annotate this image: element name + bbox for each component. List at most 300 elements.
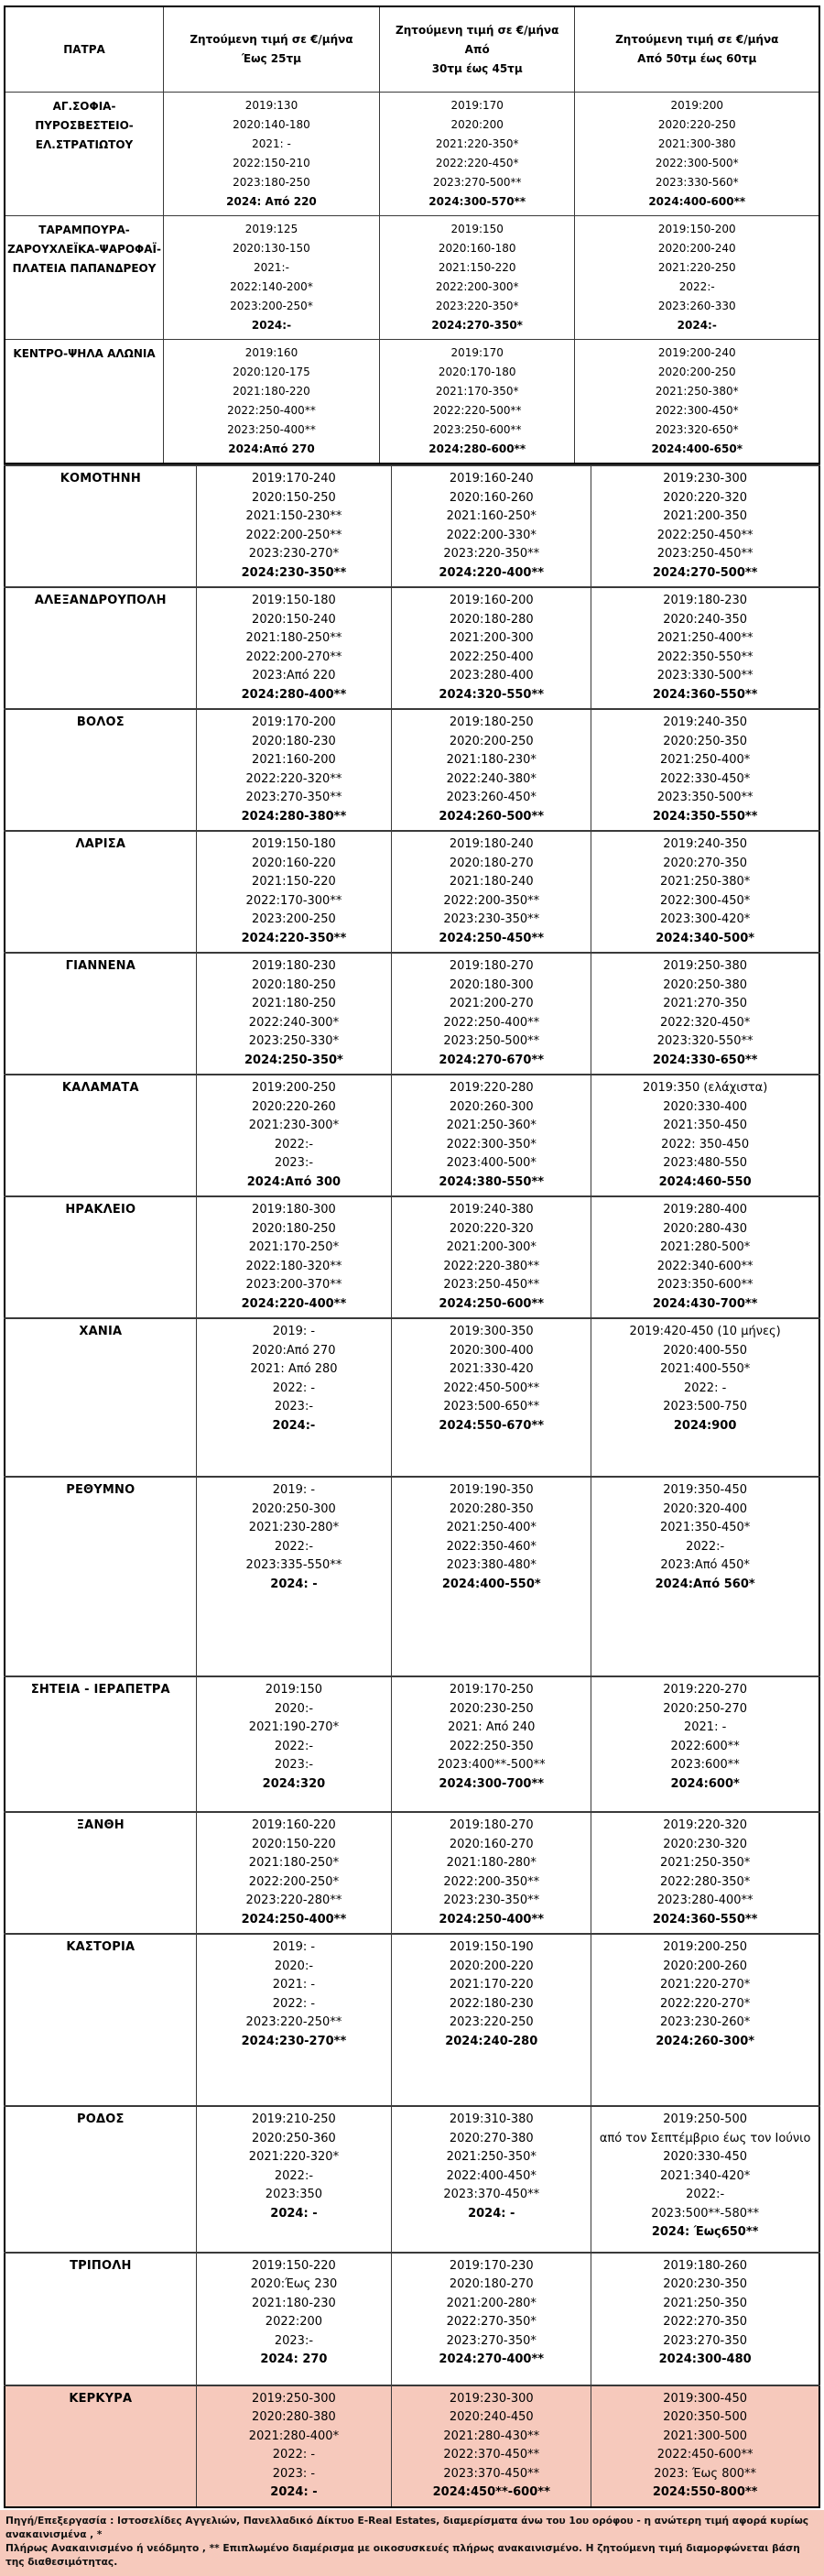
price-line: 2021:250-350*	[660, 1856, 751, 1870]
price-line: 2021:350-450	[663, 1119, 748, 1132]
price-line: 2020:200-240	[657, 242, 736, 255]
price-line: 2021:230-280*	[248, 1521, 340, 1534]
price-cell	[591, 1934, 819, 2106]
price-line: 2024: Έως650**	[651, 2225, 759, 2239]
price-line: 2019:150-200	[657, 223, 736, 235]
price-line: 2020:280-350	[449, 1501, 534, 1516]
price-line: 2024:250-350*	[244, 1053, 343, 1067]
price-line: 2024:430-700**	[652, 1296, 758, 1311]
price-line: 2022:450-500**	[443, 1381, 540, 1395]
price-line: 2020:160-180	[438, 242, 516, 255]
price-line: 2020:-	[274, 1701, 314, 1716]
price-line: 2021:160-200	[252, 753, 336, 767]
price-cell	[392, 1196, 591, 1318]
price-line: 2021:270-350	[663, 997, 748, 1010]
table-row	[5, 465, 819, 587]
price-line: 2023:335-550**	[245, 1558, 342, 1572]
city-label: ΞΑΝΘΗ	[5, 1812, 196, 1934]
column-header-25sqm: Ζητούμενη τιμή σε €/μήνα Έως 25τμ	[164, 6, 380, 93]
price-line: 2024:-	[272, 1418, 316, 1433]
price-cell	[591, 1676, 819, 1812]
price-line: 2022:150-210	[233, 157, 310, 169]
price-line: 2023:370-450**	[443, 2188, 540, 2201]
price-line: 2019:230-300	[449, 2391, 534, 2406]
price-cell	[392, 587, 591, 709]
price-line: 2023:-	[274, 1400, 314, 1414]
price-cell	[196, 1075, 392, 1196]
price-line: 2019:240-350	[663, 715, 748, 729]
table-row	[5, 1318, 819, 1477]
price-line: 2023:250-450**	[656, 547, 754, 561]
price-line: 2024:250-450**	[439, 931, 545, 945]
price-line: 2022:220-320**	[245, 771, 342, 786]
price-line: 2023:230-350**	[443, 912, 540, 926]
table-row	[5, 340, 819, 464]
price-line: 2021:340-420*	[660, 2168, 751, 2183]
price-line: 2020:200-220	[449, 1959, 534, 1973]
price-cell	[591, 1318, 819, 1477]
price-line: 2023:350-500**	[656, 791, 754, 804]
price-line: 2023:330-560*	[655, 176, 739, 189]
column-header-50-60sqm: Ζητούμενη τιμή σε €/μήνα Από 50τμ έως 60τμ	[575, 6, 819, 93]
price-line: 2020:Από 270	[252, 1343, 336, 1358]
price-line: 2024: 270	[260, 2352, 328, 2366]
price-line: 2020:160-270	[449, 1837, 534, 1851]
price-cell	[392, 1477, 591, 1676]
price-line: 2021: Από 240	[448, 1720, 536, 1734]
price-line: 2023:230-260*	[660, 2015, 751, 2029]
price-cell	[196, 2106, 392, 2253]
price-line: 2019:180-250	[449, 715, 534, 729]
price-cell	[164, 340, 380, 464]
price-line: 2023:Από 450*	[660, 1558, 750, 1572]
price-cell	[591, 2385, 819, 2507]
table-row	[5, 93, 819, 216]
price-line: 2023:330-500**	[656, 669, 754, 682]
price-line: 2022: -	[272, 1996, 316, 2011]
price-line: 2020:170-180	[438, 366, 516, 378]
price-line: 2022:250-400**	[443, 1015, 540, 1030]
price-line: 2021: -	[252, 137, 291, 150]
price-line: 2019:150-180	[252, 837, 336, 851]
price-line: 2022:300-500*	[655, 157, 739, 169]
table-row	[5, 216, 819, 340]
city-label: ΒΟΛΟΣ	[5, 709, 196, 831]
price-line: 2021:250-350*	[446, 2150, 537, 2164]
price-line: 2024:Από 560*	[655, 1577, 755, 1591]
price-line: 2019:150	[450, 223, 504, 235]
price-line: 2023:400-500*	[446, 1156, 537, 1170]
region-title: ΠΑΤΡΑ	[5, 6, 164, 93]
price-line: 2020:320-400	[663, 1501, 748, 1516]
price-cell	[196, 2385, 392, 2507]
price-line: 2021:330-420	[449, 1362, 534, 1376]
table-row	[5, 1075, 819, 1196]
price-line: 2019:180-300	[252, 1203, 336, 1217]
price-line: 2020:270-350	[663, 856, 748, 870]
price-line: 2019:170-240	[252, 472, 336, 486]
price-line: 2021:200-350	[663, 509, 748, 523]
price-line: 2024:220-350**	[241, 931, 347, 945]
price-line: 2022:-	[274, 1539, 314, 1554]
price-line: 2024:550-800**	[652, 2485, 758, 2499]
price-line: 2021:170-350*	[435, 385, 519, 398]
price-line: 2022:280-350*	[660, 1874, 751, 1889]
price-cell	[196, 465, 392, 587]
price-cell	[591, 831, 819, 953]
price-line: 2024:230-270**	[241, 2034, 347, 2048]
price-line: 2024:330-650**	[652, 1053, 758, 1067]
price-cell	[196, 953, 392, 1075]
price-line: 2020:330-400	[663, 1099, 748, 1114]
price-line: 2023:230-270*	[248, 547, 340, 561]
price-line: 2020:140-180	[233, 118, 310, 131]
city-label: ΚΟΜΟΤΗΝΗ	[5, 465, 196, 587]
table-row	[5, 831, 819, 953]
city-label: ΑΛΕΞΑΝΔΡΟΥΠΟΛΗ	[5, 587, 196, 709]
price-line: 2022:-	[274, 1137, 314, 1152]
price-line: 2021:180-250*	[248, 1856, 340, 1870]
price-line: 2022:240-300*	[248, 1015, 340, 1030]
price-line: 2021:300-380	[657, 137, 736, 150]
price-line: 2022:350-460*	[446, 1539, 537, 1554]
price-line: 2022: -	[683, 1381, 727, 1395]
source-note-line1: Πηγή/Επεξεργασία : Ιστοσελίδες Αγγελιών, Πανελλαδικό Δίκτυο E-Real Estates, διαμερίσματα άνω του 1ου ορόφου - η ανώτερη τιμή αφορά κυρίως ανακαινισμένα , *	[5, 2515, 809, 2540]
price-line: 2024:250-400**	[439, 1912, 545, 1927]
price-line: 2020:180-230	[252, 734, 336, 748]
price-line: 2023:300-420*	[660, 912, 751, 926]
price-line: 2022:250-450**	[656, 528, 754, 542]
price-line: 2024: -	[468, 2206, 515, 2221]
price-line: 2024: -	[270, 1577, 318, 1591]
price-line: 2023:280-400	[449, 669, 534, 682]
price-line: 2024:230-350**	[241, 565, 347, 580]
table-row	[5, 587, 819, 709]
price-line: 2023:250-600**	[432, 423, 522, 436]
price-line: 2019:240-380	[449, 1203, 534, 1217]
price-line: 2023:250-450**	[443, 1278, 540, 1292]
price-line: 2019:240-350	[663, 837, 748, 851]
price-line: 2022: -	[272, 2448, 316, 2461]
price-line: 2019:250-500	[663, 2112, 748, 2126]
price-line: 2023:250-400**	[227, 423, 316, 436]
price-line: 2022:250-350	[449, 1739, 534, 1753]
city-label: ΤΡΙΠΟΛΗ	[5, 2253, 196, 2385]
price-line: 2022:220-500**	[432, 404, 522, 417]
price-line: 2022:300-350*	[446, 1137, 537, 1152]
price-line: 2020:Έως 230	[250, 2277, 338, 2291]
price-line: 2020:230-250	[449, 1701, 534, 1716]
price-line: 2022:400-450*	[446, 2168, 537, 2183]
table-row	[5, 2253, 819, 2385]
price-line: 2021:-	[254, 261, 289, 274]
price-line: 2023:270-500**	[432, 176, 522, 189]
price-line: 2019: -	[272, 1325, 316, 1338]
price-line: 2022:320-450*	[660, 1015, 751, 1030]
price-cell	[575, 340, 819, 464]
table-row	[5, 953, 819, 1075]
price-line: 2024:320	[262, 1776, 326, 1791]
price-line: 2022:200-330*	[446, 528, 537, 542]
price-line: 2021:180-250**	[245, 631, 342, 645]
price-line: 2021:250-400**	[656, 631, 754, 645]
price-line: 2021:280-430**	[443, 2429, 540, 2443]
price-cell	[392, 1676, 591, 1812]
price-line: 2024:300-700**	[439, 1776, 545, 1791]
price-cell	[591, 1196, 819, 1318]
price-line: 2020:-	[274, 1959, 314, 1973]
price-line: 2022:170-300**	[245, 893, 342, 908]
price-line: 2022:180-230	[449, 1996, 534, 2011]
price-line: 2020:220-320	[663, 490, 748, 505]
price-line: 2023:500-750	[663, 1400, 748, 1414]
price-line: 2022:270-350*	[446, 2315, 537, 2329]
price-cell	[591, 1812, 819, 1934]
price-line: 2023:250-500**	[443, 1034, 540, 1048]
price-line: 2020:250-300	[252, 1501, 336, 1516]
price-line: 2020:150-250	[252, 490, 336, 505]
price-line: 2024:250-400**	[241, 1912, 347, 1927]
price-line: 2024:450**-600**	[432, 2485, 550, 2499]
price-cell	[392, 1075, 591, 1196]
price-line: 2022:200-270**	[245, 649, 342, 664]
price-line: 2022:240-380*	[446, 771, 537, 786]
price-line: 2019:150	[265, 1683, 323, 1697]
price-line: 2019:190-350	[449, 1483, 534, 1497]
price-line: 2023:380-480*	[446, 1558, 537, 1572]
price-line: 2019:420-450 (10 μήνες)	[629, 1325, 781, 1338]
price-cell	[164, 216, 380, 340]
price-line: 2024:240-280	[445, 2034, 538, 2048]
price-line: 2021:200-300	[449, 631, 534, 645]
price-line: 2023:500-650**	[443, 1400, 540, 1414]
price-line: 2020:200-260	[663, 1959, 748, 1973]
price-line: 2021:250-350	[663, 2296, 748, 2310]
price-line: 2023:500**-580**	[651, 2206, 760, 2221]
area-label: ΤΑΡΑΜΠΟΥΡΑ- ΖΑΡΟΥΧΛΕΪΚΑ-ΨΑΡΟΦΑΪ- ΠΛΑΤΕΙΑ ΠΑΠΑΝΔΡΕΟΥ	[5, 216, 164, 340]
price-line: 2019:300-450	[663, 2391, 748, 2406]
price-line: 2020:180-270	[449, 856, 534, 870]
city-label: ΣΗΤΕΙΑ - ΙΕΡΑΠΕΤΡΑ	[5, 1676, 196, 1812]
price-line: 2020:160-260	[449, 490, 534, 505]
price-line: 2021:170-250*	[248, 1240, 340, 1254]
price-line: 2021:400-550*	[660, 1362, 751, 1376]
area-label: ΚΕΝΤΡΟ-ΨΗΛΑ ΑΛΩΝΙΑ	[5, 340, 164, 464]
price-line: 2023: Έως 800**	[654, 2466, 757, 2481]
price-cell	[591, 587, 819, 709]
price-line: 2019:200-250	[663, 1940, 748, 1954]
header-row	[5, 6, 819, 93]
price-cell	[392, 1934, 591, 2106]
price-line: 2020:180-250	[252, 1221, 336, 1236]
table-row	[5, 1934, 819, 2106]
price-line: 2021:250-360*	[446, 1119, 537, 1132]
price-line: 2023:480-550	[663, 1156, 748, 1170]
price-line: 2020:180-250	[252, 977, 336, 992]
price-line: 2020:250-350	[663, 734, 748, 748]
price-line: 2020:240-350	[663, 612, 748, 627]
price-cell	[392, 831, 591, 953]
price-line: 2024:270-350*	[431, 319, 523, 332]
price-cell	[392, 709, 591, 831]
source-note	[0, 2510, 824, 2576]
table-row	[5, 2106, 819, 2253]
city-label: ΓΙΑΝΝΕΝΑ	[5, 953, 196, 1075]
price-line: 2023:260-450*	[446, 791, 537, 804]
price-line: 2020:130-150	[233, 242, 310, 255]
price-line: 2020:260-300	[449, 1099, 534, 1114]
price-line: 2022:350-550**	[656, 649, 754, 664]
price-cell	[196, 709, 392, 831]
price-line: 2021:250-380*	[660, 875, 751, 889]
price-line: 2019:180-260	[663, 2258, 748, 2273]
price-line: 2019:160-200	[449, 594, 534, 607]
price-line: 2020:220-250	[657, 118, 736, 131]
price-line: 2024:300-480	[658, 2352, 752, 2366]
price-line: 2022:450-600**	[656, 2448, 754, 2461]
price-line: 2024: -	[270, 2485, 318, 2499]
price-line: 2019:210-250	[252, 2112, 336, 2126]
price-line: 2019:170	[450, 346, 504, 359]
price-line: 2020:300-400	[449, 1343, 534, 1358]
price-line: 2022:330-450*	[660, 771, 751, 786]
price-line: 2024:350-550**	[652, 809, 758, 824]
patra-price-table	[4, 5, 820, 464]
price-cell	[392, 465, 591, 587]
price-line: 2022:-	[678, 280, 715, 293]
price-line: 2020:220-320	[449, 1221, 534, 1236]
price-line: 2023:370-450**	[443, 2466, 540, 2481]
price-line: 2019:180-270	[449, 959, 534, 973]
price-line: 2022:370-450**	[443, 2448, 540, 2461]
city-label: ΚΕΡΚΥΡΑ	[5, 2385, 196, 2507]
price-line: 2021:180-280*	[446, 1856, 537, 1870]
price-line: 2019:125	[244, 223, 298, 235]
table-row	[5, 1477, 819, 1676]
price-line: 2019:230-300	[663, 472, 748, 486]
price-line: από τον Σεπτέμβριο έως τον Ιούνιο	[599, 2131, 811, 2145]
price-line: 2019:180-240	[449, 837, 534, 851]
price-line: 2024:400-600**	[648, 195, 746, 208]
price-line: 2020:230-320	[663, 1837, 748, 1851]
price-line: 2023:220-250	[449, 2015, 534, 2029]
price-line: 2024:270-500**	[652, 565, 758, 580]
price-line: 2019:160	[244, 346, 298, 359]
price-line: 2021: -	[683, 1720, 727, 1734]
price-line: 2022:200-350**	[443, 893, 540, 908]
price-line: 2023:200-250*	[230, 300, 313, 312]
price-line: 2021:180-230	[252, 2296, 336, 2310]
price-line: 2019:130	[244, 99, 298, 112]
price-line: 2019:350 (ελάχιστα)	[642, 1081, 768, 1095]
price-line: 2023:Από 220	[252, 669, 336, 682]
price-line: 2019:300-350	[449, 1325, 534, 1338]
price-line: 2022:200	[265, 2315, 323, 2329]
price-line: 2021:250-400*	[660, 753, 751, 767]
price-line: 2022:140-200*	[230, 280, 313, 293]
price-line: 2021:150-220	[438, 261, 516, 274]
price-line: 2022: 350-450	[661, 1137, 750, 1152]
price-line: 2019:160-220	[252, 1818, 336, 1832]
price-line: 2023:220-280**	[245, 1894, 342, 1907]
price-line: 2021:190-270*	[248, 1720, 340, 1734]
table-row	[5, 709, 819, 831]
price-line: 2019: -	[272, 1940, 316, 1954]
price-line: 2023:-	[274, 2333, 314, 2348]
price-cell	[591, 2106, 819, 2253]
price-cell	[591, 953, 819, 1075]
price-line: 2021:300-500	[663, 2429, 748, 2443]
price-line: 2020:270-380	[449, 2131, 534, 2145]
price-line: 2019:200-250	[252, 1081, 336, 1095]
price-line: 2023:260-330	[657, 300, 736, 312]
price-line: 2021:180-220	[233, 385, 310, 398]
city-label: ΡΕΘΥΜΝΟ	[5, 1477, 196, 1676]
price-line: 2024:270-670**	[439, 1053, 545, 1067]
price-line: 2020:200	[450, 118, 504, 131]
price-line: 2023:230-350**	[443, 1894, 540, 1907]
price-cell	[196, 587, 392, 709]
price-line: 2021:280-400*	[248, 2429, 340, 2443]
cities-price-table	[4, 464, 820, 2508]
price-line: 2023:320-550**	[656, 1034, 754, 1048]
price-line: 2024:340-500*	[656, 931, 755, 945]
price-line: 2019:220-270	[663, 1683, 748, 1697]
patra-table-body	[5, 6, 819, 464]
price-line: 2023:270-350	[663, 2333, 748, 2348]
price-line: 2021:150-230**	[245, 509, 342, 523]
price-line: 2024: -	[270, 2206, 318, 2221]
price-line: 2024: Από 220	[226, 195, 317, 208]
table-row	[5, 1812, 819, 1934]
price-line: 2020:180-300	[449, 977, 534, 992]
price-line: 2024:600*	[670, 1776, 740, 1791]
price-line: 2019:170-230	[449, 2258, 534, 2273]
area-label: ΑΓ.ΣΟΦΙΑ- ΠΥΡΟΣΒΕΣΤΕΙΟ- ΕΛ.ΣΤΡΑΤΙΩΤΟΥ	[5, 93, 164, 216]
city-label: ΧΑΝΙΑ	[5, 1318, 196, 1477]
price-line: 2023:220-250**	[245, 2015, 342, 2029]
price-line: 2019:150-220	[252, 2258, 336, 2273]
price-line: 2024:400-650*	[651, 442, 743, 455]
table-row	[5, 1676, 819, 1812]
price-line: 2023: -	[272, 2466, 316, 2481]
price-line: 2023:270-350*	[446, 2333, 537, 2348]
price-cell	[379, 340, 575, 464]
price-line: 2022:180-320**	[245, 1259, 342, 1273]
price-line: 2024:250-600**	[439, 1296, 545, 1311]
price-line: 2022:220-380**	[443, 1259, 540, 1273]
price-line: 2020:200-250	[657, 366, 736, 378]
price-cell	[392, 2253, 591, 2385]
city-label: ΚΑΣΤΟΡΙΑ	[5, 1934, 196, 2106]
price-line: 2019:350-450	[663, 1483, 748, 1497]
price-cell	[392, 1318, 591, 1477]
price-line: 2021:250-380*	[655, 385, 739, 398]
price-line: 2021:160-250*	[446, 509, 537, 523]
price-line: 2022: -	[272, 1381, 316, 1395]
price-line: 2019:220-280	[449, 1081, 534, 1095]
column-header-30-45sqm: Ζητούμενη τιμή σε €/μήνα Από 30τμ έως 45τμ	[379, 6, 575, 93]
price-line: 2024:550-670**	[439, 1418, 545, 1433]
price-cell	[591, 1075, 819, 1196]
price-line: 2023:200-250	[252, 912, 336, 926]
price-line: 2021:200-280*	[446, 2296, 537, 2310]
price-line: 2021:220-320*	[248, 2150, 340, 2164]
price-line: 2019:150-180	[252, 594, 336, 607]
price-cell	[392, 2106, 591, 2253]
price-line: 2024:460-550	[658, 1174, 752, 1189]
price-line: 2024:280-600**	[428, 442, 526, 455]
